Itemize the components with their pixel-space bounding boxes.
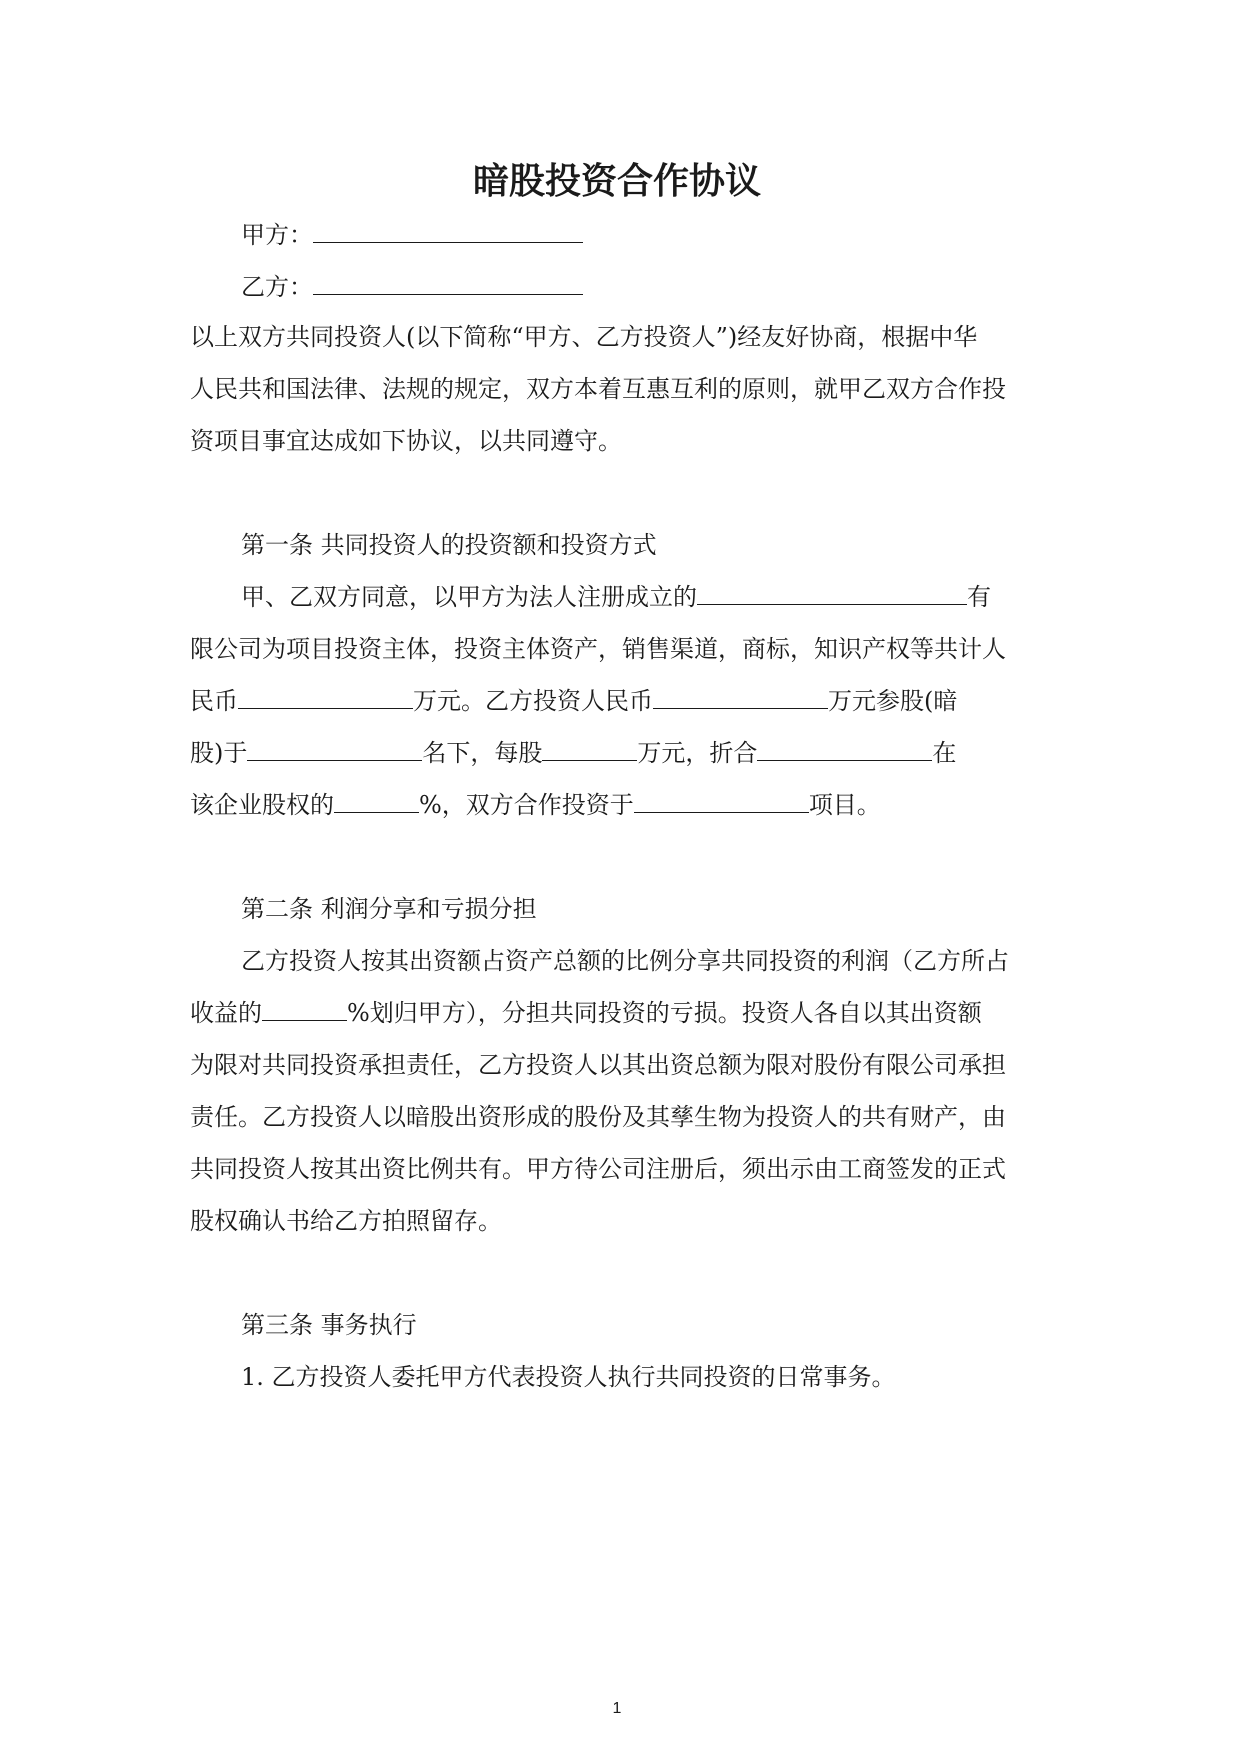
text-fragment: 万元。乙方投资人民币 [413, 687, 653, 715]
text-fragment: %划归甲方），分担共同投资的亏损。投资人各自以其出资额 [347, 999, 982, 1027]
holder-name-blank[interactable] [247, 738, 422, 761]
article1-line-5 [190, 790, 881, 820]
article1-line-2: 限公司为项目投资主体，投资主体资产，销售渠道，商标，知识产权等共计人 [190, 635, 1006, 663]
text-fragment: 股)于 [190, 739, 248, 767]
text-fragment: 有 [967, 583, 991, 611]
per-share-blank[interactable] [542, 738, 637, 761]
intro-line-2: 人民共和国法律、法规的规定，双方本着互惠互利的原则，就甲乙双方合作投 [190, 375, 1006, 403]
profit-share-percent-blank[interactable] [262, 998, 347, 1021]
document-title: 暗股投资合作协议 [472, 161, 761, 202]
article2-heading: 第二条 利润分享和亏损分担 [241, 895, 537, 923]
article2-line-6: 股权确认书给乙方拍照留存。 [190, 1207, 502, 1235]
company-name-blank[interactable] [697, 582, 967, 605]
article2-line-2 [190, 998, 982, 1028]
article1-line-1 [241, 582, 991, 612]
page-number: 1 [612, 1700, 622, 1717]
party-b-blank[interactable] [313, 272, 583, 295]
converted-amount-blank[interactable] [757, 738, 932, 761]
party-a-label: 甲方： [241, 221, 313, 249]
text-fragment: 该企业股权的 [190, 791, 334, 819]
article1-line-4 [190, 738, 956, 768]
article2-line-1: 乙方投资人按其出资额占资产总额的比例分享共同投资的利润（乙方所占 [241, 947, 1009, 975]
project-name-blank[interactable] [634, 790, 809, 813]
text-fragment: 万元参股(暗 [828, 687, 958, 715]
equity-percent-blank[interactable] [334, 790, 419, 813]
investment-amount-blank[interactable] [653, 686, 828, 709]
party-a-blank[interactable] [313, 220, 583, 243]
article2-line-3: 为限对共同投资承担责任，乙方投资人以其出资总额为限对股份有限公司承担 [190, 1051, 1006, 1079]
text-fragment: 万元，折合 [637, 739, 758, 767]
article2-line-5: 共同投资人按其出资比例共有。甲方待公司注册后，须出示由工商签发的正式 [190, 1155, 1006, 1183]
intro-line-3: 资项目事宜达成如下协议，以共同遵守。 [190, 427, 622, 455]
text-fragment: 收益的 [190, 999, 262, 1027]
party-b-label: 乙方： [241, 273, 313, 301]
article1-heading: 第一条 共同投资人的投资额和投资方式 [241, 531, 657, 559]
party-b-line [241, 272, 583, 302]
party-a-line [241, 220, 583, 250]
text-fragment: 名下，每股 [422, 739, 543, 767]
text-fragment: %，双方合作投资于 [419, 791, 634, 819]
article3-heading: 第三条 事务执行 [241, 1311, 417, 1339]
article2-line-4: 责任。乙方投资人以暗股出资形成的股份及其孳生物为投资人的共有财产，由 [190, 1103, 1006, 1131]
intro-line-1: 以上双方共同投资人(以下简称“甲方、乙方投资人”)经友好协商，根据中华 [190, 323, 978, 351]
text-fragment: 民币 [190, 687, 238, 715]
total-amount-blank[interactable] [238, 686, 413, 709]
text-fragment: 甲、乙双方同意，以甲方为法人注册成立的 [241, 583, 697, 611]
text-fragment: 在 [932, 739, 957, 767]
article1-line-3 [190, 686, 957, 716]
article3-item-1: 1. 乙方投资人委托甲方代表投资人执行共同投资的日常事务。 [241, 1363, 896, 1391]
text-fragment: 项目。 [808, 791, 881, 819]
